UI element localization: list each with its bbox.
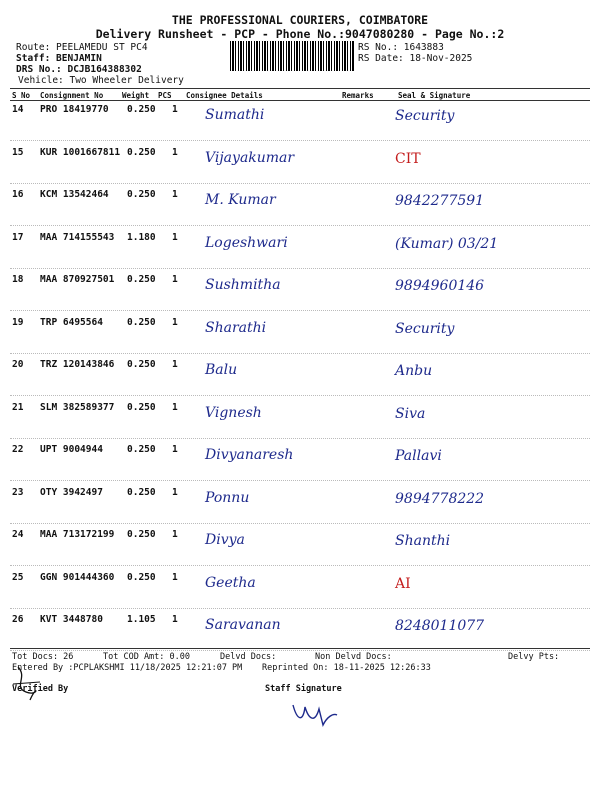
row-sno: 23 [12, 486, 24, 498]
row-sno: 21 [12, 401, 24, 413]
row-weight: 0.250 [127, 529, 156, 540]
row-pcs: 1 [172, 104, 178, 115]
col-pcs: PCS [158, 91, 172, 100]
reprinted-on: Reprinted On: 18-11-2025 12:26:33 [262, 663, 431, 673]
row-seal-signature: Security [395, 108, 455, 124]
row-consignee-handwriting: Balu [205, 362, 238, 378]
staff-label: Staff: BENJAMIN [16, 53, 102, 64]
row-pcs: 1 [172, 146, 178, 158]
row-pcs: 1 [172, 614, 178, 625]
total-docs: Tot Docs: 26 [12, 652, 74, 662]
row-pcs: 1 [172, 359, 178, 370]
row-sno: 17 [12, 231, 24, 243]
row-pcs: 1 [172, 231, 178, 243]
row-divider [10, 353, 590, 354]
row-weight: 0.250 [127, 146, 156, 158]
drs-label: DRS No.: DCJB164388302 [16, 64, 142, 75]
col-seal: Seal & Signature [398, 91, 471, 100]
verifier-signature [8, 662, 48, 707]
delivery-points: Delvy Pts: [508, 652, 560, 662]
row-divider [10, 310, 590, 311]
col-remarks: Remarks [342, 91, 374, 100]
rs-date: RS Date: 18-Nov-2025 [358, 53, 473, 64]
row-divider [10, 268, 590, 269]
row-divider [10, 480, 590, 481]
row-divider [10, 140, 590, 141]
row-consignment-no: KCM 13542464 [40, 189, 109, 200]
col-consignment: Consignment No [40, 91, 104, 100]
row-sno: 15 [12, 146, 24, 158]
row-seal-signature: 9894778222 [395, 490, 485, 507]
row-sno: 14 [12, 104, 24, 115]
row-sno: 25 [12, 571, 24, 583]
row-consignee-handwriting: Sharathi [205, 319, 267, 336]
row-seal-signature: 8248011077 [395, 618, 485, 634]
row-divider [10, 183, 590, 184]
row-consignee-handwriting: Geetha [205, 574, 256, 591]
route-label: Route: PEELAMEDU ST PC4 [16, 42, 148, 53]
row-consignee-handwriting: Ponnu [205, 489, 250, 506]
row-divider [10, 395, 590, 396]
row-weight: 0.250 [127, 189, 156, 200]
row-sno: 19 [12, 316, 24, 328]
row-consignment-no: UPT 9004944 [40, 444, 103, 455]
row-consignment-no: KUR 1001667811 [40, 146, 121, 158]
row-weight: 0.250 [127, 401, 156, 413]
row-sno: 18 [12, 274, 24, 285]
vehicle-label: Vehicle: Two Wheeler Delivery [18, 75, 184, 86]
row-seal-signature: CIT [395, 150, 421, 167]
row-pcs: 1 [172, 401, 178, 413]
row-weight: 1.180 [127, 231, 156, 243]
row-consignee-handwriting: Sushmitha [205, 277, 281, 293]
row-sno: 20 [12, 359, 24, 370]
row-consignee-handwriting: Divyanaresh [205, 447, 294, 463]
delivered-docs: Delvd Docs: [220, 652, 277, 662]
col-weight: Weight [122, 91, 150, 100]
row-weight: 0.250 [127, 359, 156, 370]
row-weight: 0.250 [127, 571, 156, 583]
rs-number: RS No.: 1643883 [358, 42, 444, 53]
document-title: THE PROFESSIONAL COURIERS, COIMBATORE [171, 13, 429, 27]
row-sno: 16 [12, 189, 24, 200]
row-consignment-no: MAA 870927501 [40, 274, 115, 285]
row-divider [10, 608, 590, 609]
row-weight: 0.250 [127, 444, 156, 455]
row-pcs: 1 [172, 529, 178, 540]
row-consignee-handwriting: M. Kumar [205, 192, 276, 208]
staff-signature [285, 695, 345, 730]
row-consignment-no: MAA 714155543 [40, 231, 115, 243]
row-divider [10, 438, 590, 439]
row-seal-signature: 9894960146 [395, 278, 485, 294]
row-consignment-no: MAA 713172199 [40, 529, 115, 540]
row-consignment-no: GGN 901444360 [40, 571, 115, 583]
barcode [230, 41, 355, 71]
row-divider [10, 650, 590, 651]
row-pcs: 1 [172, 189, 178, 200]
row-consignment-no: PRO 18419770 [40, 104, 109, 115]
row-pcs: 1 [172, 274, 178, 285]
total-cod: Tot COD Amt: 0.00 [103, 652, 190, 662]
row-pcs: 1 [172, 316, 178, 328]
row-seal-signature: Security [395, 320, 455, 337]
row-seal-signature: Shanthi [395, 533, 451, 549]
row-seal-signature: AI [395, 575, 411, 592]
verified-by: Verified By [12, 684, 69, 694]
header-rule-bottom [10, 100, 590, 101]
row-pcs: 1 [172, 444, 178, 455]
row-sno: 26 [12, 614, 24, 625]
col-sno: S No [12, 91, 31, 100]
row-consignment-no: SLM 382589377 [40, 401, 115, 413]
row-consignee-handwriting: Vijayakumar [205, 149, 295, 166]
row-weight: 0.250 [127, 104, 156, 115]
staff-signature-label: Staff Signature [265, 684, 342, 694]
row-divider [10, 565, 590, 566]
row-divider [10, 225, 590, 226]
row-consignment-no: TRZ 120143846 [40, 359, 115, 370]
row-consignee-handwriting: Divya [205, 532, 245, 548]
row-pcs: 1 [172, 486, 178, 498]
row-weight: 0.250 [127, 486, 156, 498]
row-consignee-handwriting: Logeshwari [205, 234, 288, 251]
row-consignment-no: OTY 3942497 [40, 486, 103, 498]
row-consignee-handwriting: Saravanan [205, 617, 281, 633]
row-divider [10, 523, 590, 524]
row-seal-signature: 9842277591 [395, 193, 485, 209]
col-consignee: Consignee Details [186, 91, 263, 100]
entered-by: Entered By :PCPLAKSHMI 11/18/2025 12:21:07 PM [12, 663, 243, 673]
header-rule-top [10, 88, 590, 89]
row-sno: 22 [12, 444, 24, 455]
non-delivered-docs: Non Delvd Docs: [315, 652, 392, 662]
row-seal-signature: Pallavi [395, 448, 442, 464]
row-sno: 24 [12, 529, 24, 540]
footer-rule [10, 648, 590, 649]
row-seal-signature: Siva [395, 405, 426, 422]
row-weight: 0.250 [127, 274, 156, 285]
row-weight: 0.250 [127, 316, 156, 328]
row-seal-signature: Anbu [395, 363, 433, 379]
row-seal-signature: (Kumar) 03/21 [395, 235, 499, 252]
row-consignment-no: TRP 6495564 [40, 316, 103, 328]
row-consignee-handwriting: Vignesh [205, 404, 262, 421]
row-consignment-no: KVT 3448780 [40, 614, 103, 625]
row-pcs: 1 [172, 571, 178, 583]
document-subtitle: Delivery Runsheet - PCP - Phone No.:9047080280 - Page No.:2 [95, 27, 505, 41]
row-weight: 1.105 [127, 614, 156, 625]
row-consignee-handwriting: Sumathi [205, 107, 265, 123]
